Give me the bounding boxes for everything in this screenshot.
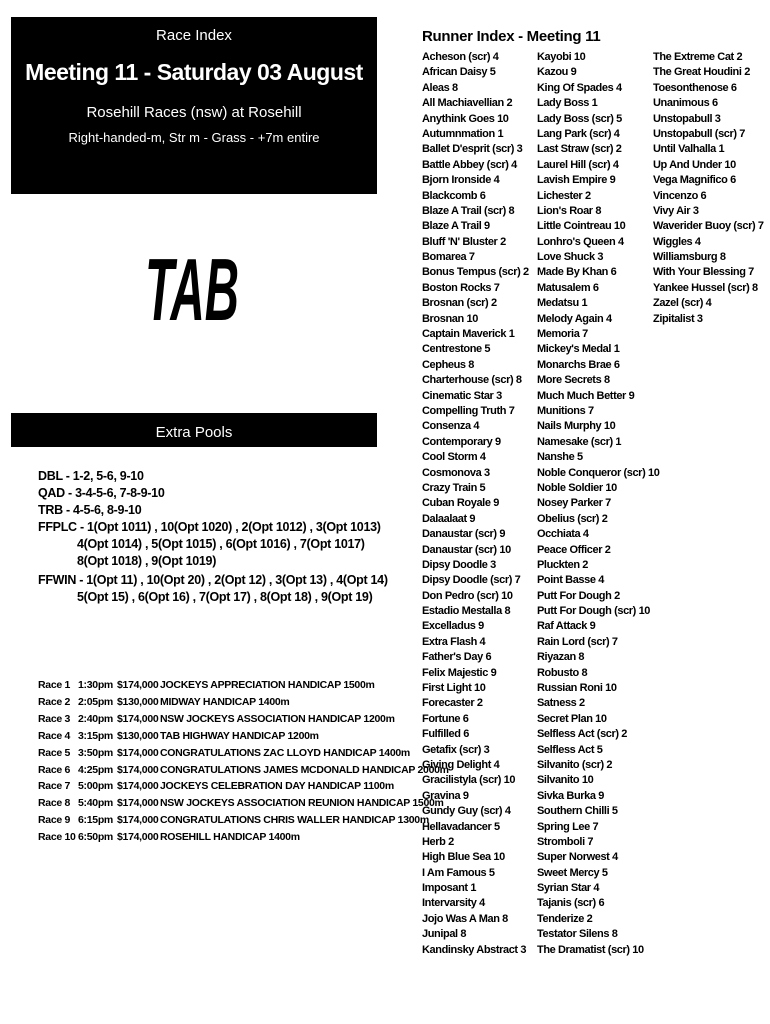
runner-entry: Lichester 2 xyxy=(537,189,591,202)
runner-entry: Satness 2 xyxy=(537,697,585,710)
runner-entry: Putt For Dough 2 xyxy=(537,589,620,602)
runner-entry: Robusto 8 xyxy=(537,666,588,679)
race-prize: $174,000 xyxy=(117,679,159,691)
runner-entry: Cinematic Star 3 xyxy=(422,389,502,402)
runner-entry: Imposant 1 xyxy=(422,882,477,895)
runner-entry: Lavish Empire 9 xyxy=(537,174,616,187)
runner-entry: Bomarea 7 xyxy=(422,251,475,264)
runner-column-1 xyxy=(422,50,529,958)
race-prize: $174,000 xyxy=(117,797,159,810)
runner-entry: Blaze A Trail 9 xyxy=(422,220,490,233)
race-prize: $130,000 xyxy=(117,695,159,708)
tab-logo-text: TAB xyxy=(145,240,239,339)
runner-entry: Memoria 7 xyxy=(537,328,588,341)
runner-entry: Sivka Burka 9 xyxy=(537,789,604,802)
runner-entry: Rain Lord (scr) 7 xyxy=(537,635,618,648)
runner-column-3 xyxy=(653,50,764,327)
runner-entry: Extra Flash 4 xyxy=(422,635,486,648)
runner-entry: Until Valhalla 1 xyxy=(653,143,725,156)
meeting-title: Meeting 11 - Saturday 03 August xyxy=(25,59,363,85)
runner-entry: Super Norwest 4 xyxy=(537,851,618,864)
race-number: Race 10 xyxy=(38,831,76,844)
race-time: 2:05pm xyxy=(78,695,113,708)
runner-entry: Forecaster 2 xyxy=(422,697,483,710)
runner-entry: Danaustar (scr) 10 xyxy=(422,543,511,556)
runner-entry: Boston Rocks 7 xyxy=(422,281,500,294)
runner-entry: Selfless Act 5 xyxy=(537,743,603,756)
runner-entry: Vivy Air 3 xyxy=(653,204,699,217)
runner-entry: Toesonthenose 6 xyxy=(653,81,737,94)
race-number: Race 4 xyxy=(38,729,71,742)
runner-entry: Raf Attack 9 xyxy=(537,620,596,633)
runner-entry: Munitions 7 xyxy=(537,404,594,417)
race-number: Race 7 xyxy=(38,780,71,793)
runner-entry: Blaze A Trail (scr) 8 xyxy=(422,204,515,217)
runner-entry: Love Shuck 3 xyxy=(537,251,604,264)
runner-entry: Aleas 8 xyxy=(422,81,458,94)
runner-entry: Kazou 9 xyxy=(537,66,577,79)
runner-entry: Contemporary 9 xyxy=(422,435,501,448)
runner-entry: Pluckten 2 xyxy=(537,558,589,571)
runner-entry: Ballet D'esprit (scr) 3 xyxy=(422,143,523,156)
runner-entry: Unanimous 6 xyxy=(653,97,718,110)
pool-ffwin-cont: 5(Opt 15) , 6(Opt 16) , 7(Opt 17) , 8(Opt 18) , 9(Opt 19) xyxy=(77,590,373,604)
runner-entry: Melody Again 4 xyxy=(537,312,612,325)
race-time: 6:15pm xyxy=(78,814,113,827)
runner-entry: Centrestone 5 xyxy=(422,343,491,356)
race-prize: $174,000 xyxy=(117,746,159,759)
race-number: Race 5 xyxy=(38,746,71,759)
runner-entry: Tenderize 2 xyxy=(537,912,593,925)
extra-pools-title: Extra Pools xyxy=(11,413,377,447)
runner-entry: Vincenzo 6 xyxy=(653,189,707,202)
runner-entry: Herb 2 xyxy=(422,835,454,848)
runner-entry: Blackcomb 6 xyxy=(422,189,486,202)
pool-trb: TRB - 4-5-6, 8-9-10 xyxy=(38,503,142,517)
race-name: NSW JOCKEYS ASSOCIATION REUNION HANDICAP 1500m xyxy=(160,797,444,810)
runner-entry: Unstopabull (scr) 7 xyxy=(653,127,746,140)
race-time: 6:50pm xyxy=(78,831,113,844)
runner-entry: Lang Park (scr) 4 xyxy=(537,127,620,140)
runner-entry: The Dramatist (scr) 10 xyxy=(537,943,644,956)
runner-entry: Jojo Was A Man 8 xyxy=(422,912,508,925)
runner-entry: Monarchs Brae 6 xyxy=(537,358,620,371)
runner-entry: Crazy Train 5 xyxy=(422,481,486,494)
race-time: 1:30pm xyxy=(78,679,113,691)
runner-entry: I Am Famous 5 xyxy=(422,866,495,879)
race-number: Race 3 xyxy=(38,712,71,725)
race-prize: $130,000 xyxy=(117,729,159,742)
race-prize: $174,000 xyxy=(117,763,159,776)
race-prize: $174,000 xyxy=(117,712,159,725)
runner-entry: Peace Officer 2 xyxy=(537,543,611,556)
runner-entry: Nails Murphy 10 xyxy=(537,420,616,433)
runner-entry: Lion's Roar 8 xyxy=(537,204,602,217)
runner-entry: Tajanis (scr) 6 xyxy=(537,897,605,910)
runner-index-title: Runner Index - Meeting 11 xyxy=(422,28,601,45)
runner-entry: Medatsu 1 xyxy=(537,297,588,310)
runner-entry: Silvanito 10 xyxy=(537,774,594,787)
runner-entry: Last Straw (scr) 2 xyxy=(537,143,622,156)
runner-entry: Lady Boss (scr) 5 xyxy=(537,112,622,125)
runner-entry: Dalaalaat 9 xyxy=(422,512,476,525)
runner-entry: Matusalem 6 xyxy=(537,281,599,294)
runner-entry: Nanshe 5 xyxy=(537,451,583,464)
race-number: Race 9 xyxy=(38,814,71,827)
runner-entry: Zipitalist 3 xyxy=(653,312,703,325)
runner-entry: Stromboli 7 xyxy=(537,835,594,848)
runner-entry: Getafix (scr) 3 xyxy=(422,743,490,756)
runner-entry: Brosnan 10 xyxy=(422,312,478,325)
race-prize: $174,000 xyxy=(117,831,159,844)
runner-entry: Brosnan (scr) 2 xyxy=(422,297,497,310)
race-name: CONGRATULATIONS CHRIS WALLER HANDICAP 1300m xyxy=(160,814,429,827)
runner-entry: Kandinsky Abstract 3 xyxy=(422,943,527,956)
runner-entry: Waverider Buoy (scr) 7 xyxy=(653,220,764,233)
runner-entry: Namesake (scr) 1 xyxy=(537,435,622,448)
runner-entry: Dipsy Doodle 3 xyxy=(422,558,496,571)
runner-entry: Kayobi 10 xyxy=(537,51,586,63)
runner-entry: Testator Silens 8 xyxy=(537,928,618,941)
race-name: ROSEHILL HANDICAP 1400m xyxy=(160,831,300,844)
runner-entry: Hellavadancer 5 xyxy=(422,820,500,833)
runner-entry: Compelling Truth 7 xyxy=(422,404,515,417)
runner-entry: The Extreme Cat 2 xyxy=(653,51,743,63)
runner-entry: Selfless Act (scr) 2 xyxy=(537,728,628,741)
runner-entry: Russian Roni 10 xyxy=(537,682,617,695)
runner-entry: Yankee Hussel (scr) 8 xyxy=(653,281,758,294)
runner-entry: Father's Day 6 xyxy=(422,651,492,664)
runner-entry: Nosey Parker 7 xyxy=(537,497,611,510)
pool-ffplc-cont-1: 4(Opt 1014) , 5(Opt 1015) , 6(Opt 1016) , 7(Opt 1017) xyxy=(77,537,365,551)
runner-entry: Giving Delight 4 xyxy=(422,758,500,771)
runner-entry: Cosmonova 3 xyxy=(422,466,490,479)
runner-entry: Silvanito (scr) 2 xyxy=(537,758,613,771)
runner-entry: King Of Spades 4 xyxy=(537,81,622,94)
runner-entry: Up And Under 10 xyxy=(653,158,736,171)
runner-entry: Fortune 6 xyxy=(422,712,469,725)
runner-entry: Noble Conqueror (scr) 10 xyxy=(537,466,660,479)
runner-entry: High Blue Sea 10 xyxy=(422,851,505,864)
runner-entry: Occhiata 4 xyxy=(537,528,589,541)
race-time: 5:40pm xyxy=(78,797,113,810)
runner-entry: Riyazan 8 xyxy=(537,651,585,664)
runner-entry: First Light 10 xyxy=(422,682,486,695)
runner-entry: Little Cointreau 10 xyxy=(537,220,626,233)
runner-entry: Acheson (scr) 4 xyxy=(422,51,499,63)
runner-entry: Much Much Better 9 xyxy=(537,389,635,402)
runner-entry: Consenza 4 xyxy=(422,420,480,433)
runner-entry: Mickey's Medal 1 xyxy=(537,343,620,356)
runner-entry: Sweet Mercy 5 xyxy=(537,866,608,879)
runner-entry: Made By Khan 6 xyxy=(537,266,617,279)
runner-entry: Danaustar (scr) 9 xyxy=(422,528,506,541)
runner-entry: Don Pedro (scr) 10 xyxy=(422,589,513,602)
runner-entry: Noble Soldier 10 xyxy=(537,481,617,494)
runner-entry: Spring Lee 7 xyxy=(537,820,599,833)
race-name: NSW JOCKEYS ASSOCIATION HANDICAP 1200m xyxy=(160,712,395,725)
runner-entry: Lonhro's Queen 4 xyxy=(537,235,624,248)
runner-entry: Fulfilled 6 xyxy=(422,728,469,741)
runner-entry: Gravina 9 xyxy=(422,789,469,802)
pool-ffplc-cont-2: 8(Opt 1018) , 9(Opt 1019) xyxy=(77,554,217,568)
runner-entry: Laurel Hill (scr) 4 xyxy=(537,158,619,171)
runner-entry: Bjorn Ironside 4 xyxy=(422,174,500,187)
race-name: CONGRATULATIONS ZAC LLOYD HANDICAP 1400m xyxy=(160,746,410,759)
runner-entry: Point Basse 4 xyxy=(537,574,604,587)
runner-column-2 xyxy=(537,50,659,958)
runner-entry: Bonus Tempus (scr) 2 xyxy=(422,266,529,279)
runner-entry: Cepheus 8 xyxy=(422,358,475,371)
runner-entry: Unstopabull 3 xyxy=(653,112,721,125)
runner-entry: Gundy Guy (scr) 4 xyxy=(422,805,511,818)
race-number: Race 1 xyxy=(38,679,71,691)
runner-entry: Zazel (scr) 4 xyxy=(653,297,712,310)
race-name: TAB HIGHWAY HANDICAP 1200m xyxy=(160,729,319,742)
pool-ffplc: FFPLC - 1(Opt 1011) , 10(Opt 1020) , 2(Opt 1012) , 3(Opt 1013) xyxy=(38,520,381,534)
race-prize: $174,000 xyxy=(117,780,159,793)
runner-entry: With Your Blessing 7 xyxy=(653,266,754,279)
race-time: 5:00pm xyxy=(78,780,113,793)
runner-entry: Excelladus 9 xyxy=(422,620,484,633)
runner-entry: Felix Majestic 9 xyxy=(422,666,497,679)
race-time: 4:25pm xyxy=(78,763,113,776)
runner-entry: Autumnmation 1 xyxy=(422,127,504,140)
runner-entry: Estadio Mestalla 8 xyxy=(422,605,511,618)
track-conditions: Right-handed-m, Str m - Grass - +7m entire xyxy=(68,130,320,145)
race-index-header xyxy=(11,17,377,194)
race-name: MIDWAY HANDICAP 1400m xyxy=(160,695,290,708)
race-number: Race 6 xyxy=(38,763,71,776)
runner-entry: Cool Storm 4 xyxy=(422,451,486,464)
pool-qad: QAD - 3-4-5-6, 7-8-9-10 xyxy=(38,486,165,500)
runner-entry: Lady Boss 1 xyxy=(537,97,598,110)
runner-entry: Anythink Goes 10 xyxy=(422,112,509,125)
race-name: CONGRATULATIONS JAMES MCDONALD HANDICAP 2000m xyxy=(160,763,449,776)
race-time: 3:50pm xyxy=(78,746,113,759)
runner-entry: Obelius (scr) 2 xyxy=(537,512,608,525)
runner-entry: Charterhouse (scr) 8 xyxy=(422,374,522,387)
venue-line: Rosehill Races (nsw) at Rosehill xyxy=(86,104,302,121)
runner-entry: Syrian Star 4 xyxy=(537,882,600,895)
race-prize: $174,000 xyxy=(117,814,159,827)
race-number: Race 8 xyxy=(38,797,71,810)
runner-entry: Williamsburg 8 xyxy=(653,251,726,264)
runner-entry: African Daisy 5 xyxy=(422,66,496,79)
pool-dbl: DBL - 1-2, 5-6, 9-10 xyxy=(38,469,144,483)
runner-entry: Cuban Royale 9 xyxy=(422,497,499,510)
runner-entry: All Machiavellian 2 xyxy=(422,97,513,110)
race-name: JOCKEYS APPRECIATION HANDICAP 1500m xyxy=(160,679,375,691)
race-time: 2:40pm xyxy=(78,712,113,725)
runner-entry: Gracilistyla (scr) 10 xyxy=(422,774,516,787)
runner-entry: Vega Magnifico 6 xyxy=(653,174,736,187)
runner-entry: The Great Houdini 2 xyxy=(653,66,750,79)
race-name: JOCKEYS CELEBRATION DAY HANDICAP 1100m xyxy=(160,780,394,793)
race-number: Race 2 xyxy=(38,695,71,708)
runner-entry: Junipal 8 xyxy=(422,928,467,941)
tab-logo xyxy=(145,240,241,339)
runner-entry: Battle Abbey (scr) 4 xyxy=(422,158,517,171)
race-time: 3:15pm xyxy=(78,729,113,742)
pool-ffwin: FFWIN - 1(Opt 11) , 10(Opt 20) , 2(Opt 12) , 3(Opt 13) , 4(Opt 14) xyxy=(38,573,388,587)
runner-entry: Dipsy Doodle (scr) 7 xyxy=(422,574,521,587)
race-index-label: Race Index xyxy=(156,27,232,44)
runner-entry: Intervarsity 4 xyxy=(422,897,485,910)
runner-entry: Southern Chilli 5 xyxy=(537,805,618,818)
runner-entry: Putt For Dough (scr) 10 xyxy=(537,605,651,618)
runner-entry: Wiggles 4 xyxy=(653,235,701,248)
runner-entry: More Secrets 8 xyxy=(537,374,610,387)
runner-entry: Secret Plan 10 xyxy=(537,712,607,725)
runner-entry: Captain Maverick 1 xyxy=(422,328,515,341)
runner-entry: Bluff 'N' Bluster 2 xyxy=(422,235,506,248)
